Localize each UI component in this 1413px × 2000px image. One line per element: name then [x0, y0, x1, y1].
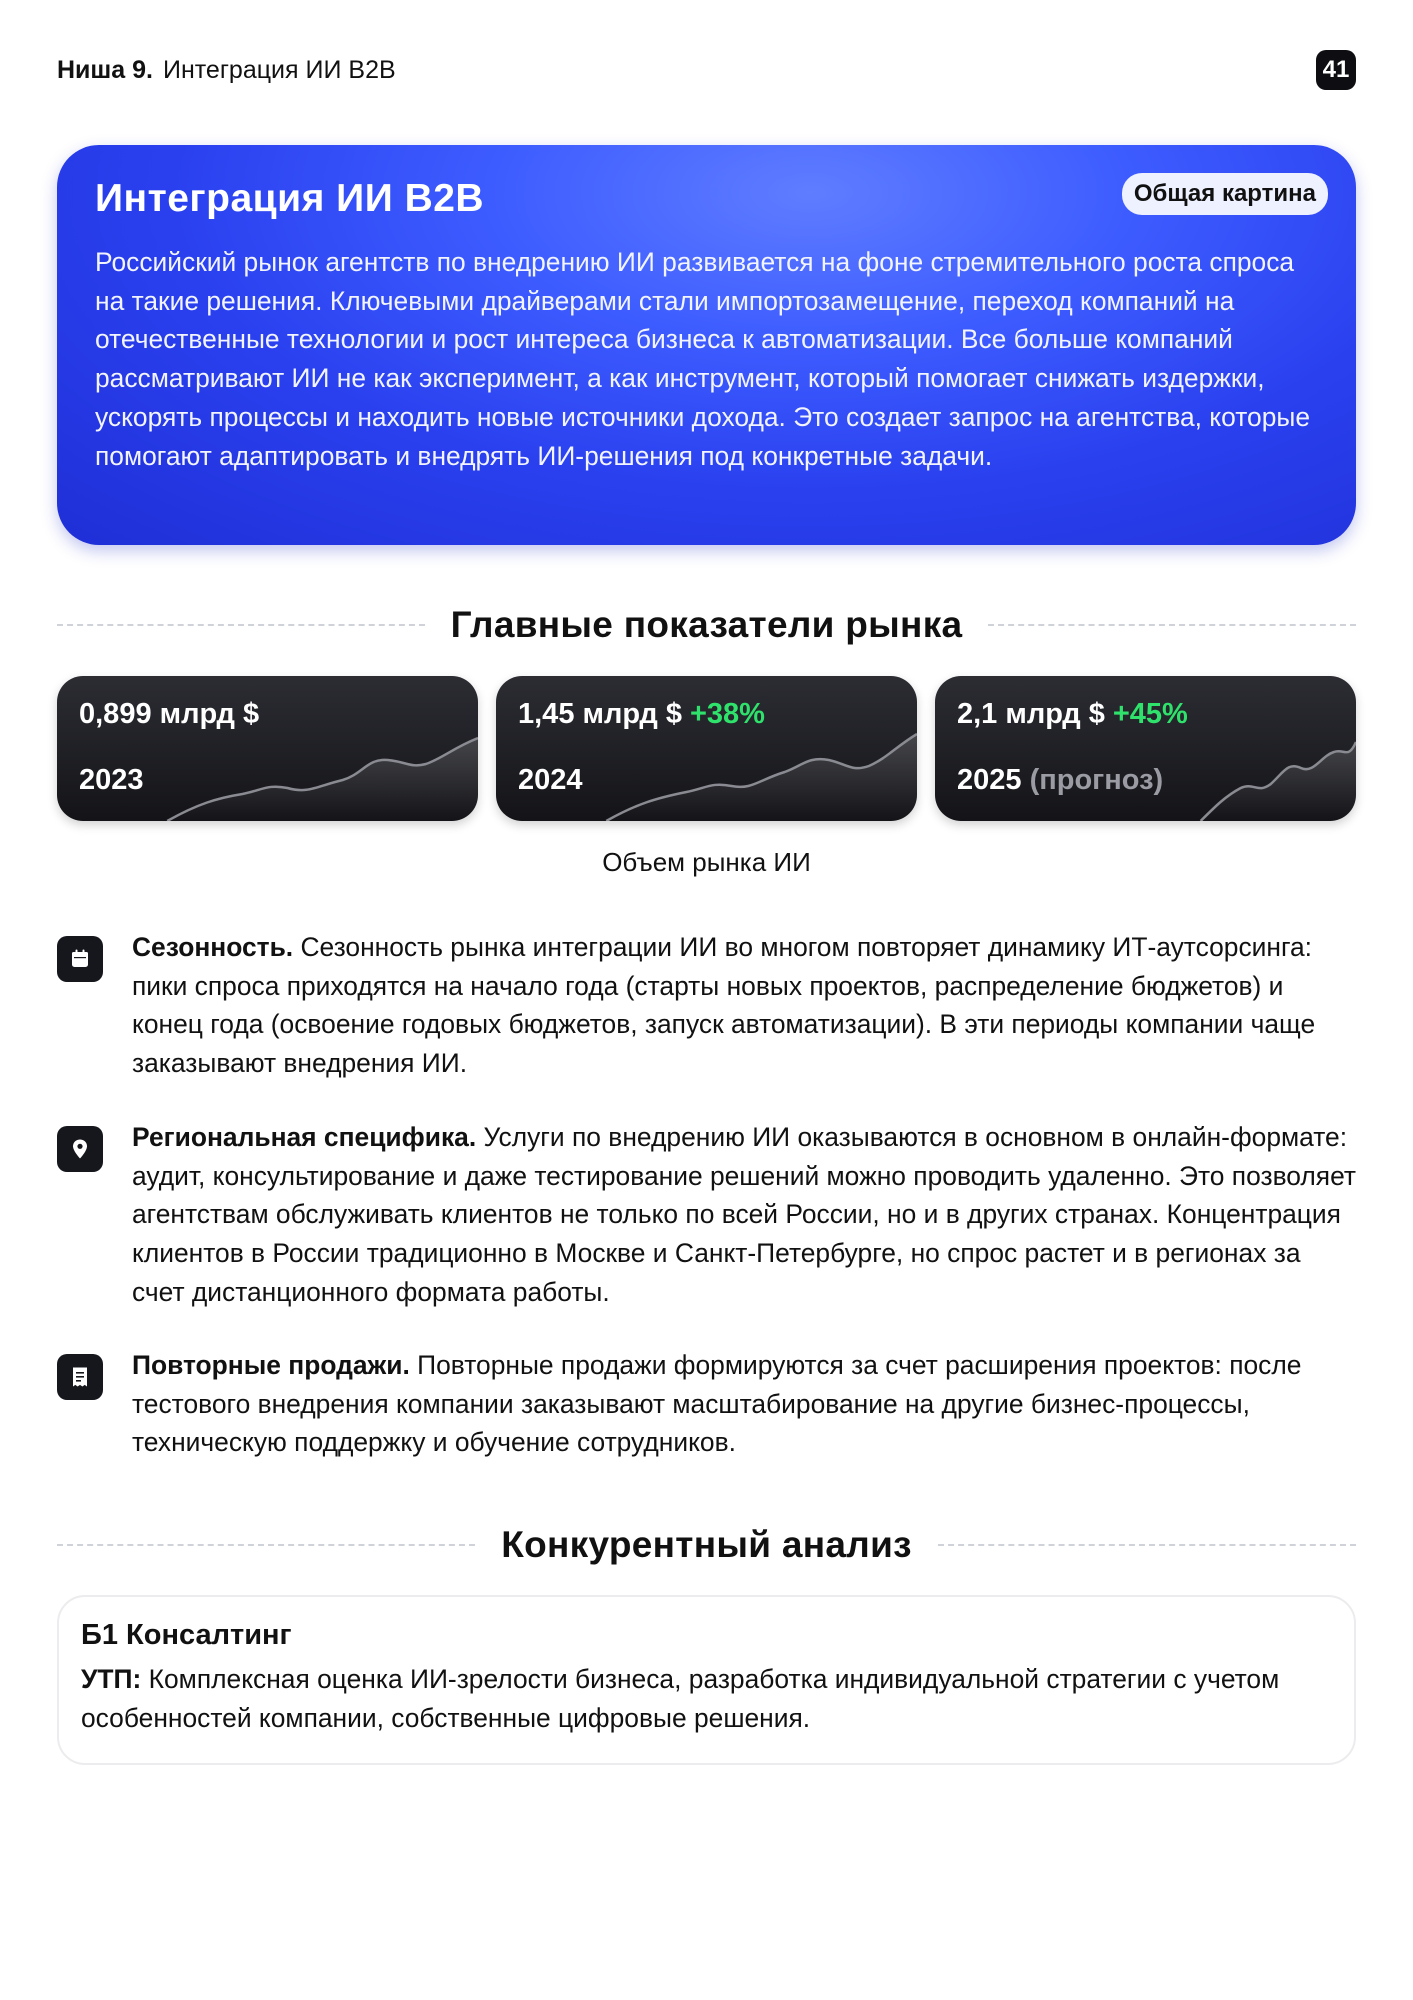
metric-year-text: 2025 — [957, 764, 1022, 796]
niche-subtitle: Интеграция ИИ B2B — [162, 55, 396, 84]
feature-text — [132, 1118, 1356, 1312]
overview-badge: Общая картина — [1122, 173, 1328, 215]
competitor-card — [57, 1595, 1356, 1765]
metric-cards — [57, 676, 1356, 821]
metric-card-2025 — [935, 676, 1356, 821]
metric-change: +38% — [689, 698, 765, 730]
location-pin-icon — [57, 1126, 103, 1172]
feature-body: Сезонность рынка интеграции ИИ во многом повторяет динамику ИТ-аутсорсинга: пики спроса приходятся на начало года (старты новых проектов, распределение бюджетов) и конец года (освоение годовых бюджетов, запуск автоматизации). В эти периоды компании чаще заказывают внедрения ИИ. — [132, 932, 1316, 1079]
overview-title: Интеграция ИИ B2B — [95, 177, 485, 220]
feature-regional — [57, 1118, 1356, 1318]
feature-seasonality — [57, 928, 1356, 1088]
metric-year: 2023 — [79, 764, 144, 796]
market-caption: Объем рынка ИИ — [602, 847, 811, 877]
feature-text — [132, 1346, 1356, 1462]
feature-body: Повторные продажи формируются за счет расширения проектов: после тестового внедрения компании заказывают масштабирование на другие бизнес-процессы, техническую поддержку и обучение сотрудников. — [132, 1350, 1302, 1458]
market-heading: Главные показатели рынка — [450, 604, 963, 645]
forecast-note: (прогноз) — [1029, 764, 1164, 796]
utp-text: Комплексная оценка ИИ-зрелости бизнеса, разработка индивидуальной стратегии с учетом особенностей компании, собственные цифровые решения. — [81, 1664, 1280, 1733]
metric-value — [957, 698, 1188, 731]
page-number: 41 — [1316, 50, 1356, 90]
competitors-section-heading — [57, 1520, 1356, 1570]
competitor-name: Б1 Консалтинг — [81, 1619, 292, 1651]
utp-label: УТП: — [81, 1664, 142, 1694]
divider-left — [57, 624, 425, 626]
competitor-utp — [81, 1660, 1332, 1737]
feature-text — [132, 928, 1356, 1083]
metric-value — [518, 698, 765, 731]
metric-value — [79, 698, 259, 731]
calendar-icon — [57, 936, 103, 982]
receipt-icon — [57, 1354, 103, 1400]
overview-card — [57, 145, 1356, 545]
competitors-heading: Конкурентный анализ — [501, 1524, 912, 1565]
metric-card-2023 — [57, 676, 478, 821]
metric-value-text: 2,1 млрд $ — [957, 698, 1105, 730]
metric-change: +45% — [1112, 698, 1188, 730]
divider-right — [938, 1544, 1356, 1546]
overview-text: Российский рынок агентств по внедрению ИИ развивается на фоне стремительного роста спроса на такие решения. Ключевыми драйверами стали импортозамещение, переход компаний на отечественные технологии и рост интереса бизнеса к автоматизации. Все больше компаний рассматривают ИИ не как эксперимент, а как инструмент, который помогает снижать издержки, ускорять процессы и находить новые источники дохода. Это создает запрос на агентства, которые помогают адаптировать и внедрять ИИ-решения под конкретные задачи. — [95, 247, 1311, 471]
niche-label: Ниша 9. — [57, 55, 153, 84]
market-section-heading — [57, 600, 1356, 650]
page-header — [57, 50, 1356, 90]
page — [57, 0, 1356, 2000]
metric-year — [957, 764, 1163, 797]
metric-card-2024 — [496, 676, 917, 821]
divider-right — [988, 624, 1356, 626]
metric-value-text: 1,45 млрд $ — [518, 698, 682, 730]
feature-repeat-sales — [57, 1346, 1356, 1466]
metric-value-text: 0,899 млрд $ — [79, 698, 260, 730]
feature-body: Услуги по внедрению ИИ оказываются в основном в онлайн-формате: аудит, консультирование и даже тестирование решений можно проводить удаленно. Это позволяет агентствам обслуживать клиентов не только по всей России, но и в других странах. Концентрация клиентов в России традиционно в Москве и Санкт-Петербурге, но спрос растет и в регионах за счет дистанционного формата работы. — [132, 1122, 1356, 1307]
divider-left — [57, 1544, 475, 1546]
feature-title: Сезонность. — [132, 932, 294, 962]
feature-title: Региональная специфика. — [132, 1122, 477, 1152]
feature-title: Повторные продажи. — [132, 1350, 410, 1380]
metric-year: 2024 — [518, 764, 583, 796]
